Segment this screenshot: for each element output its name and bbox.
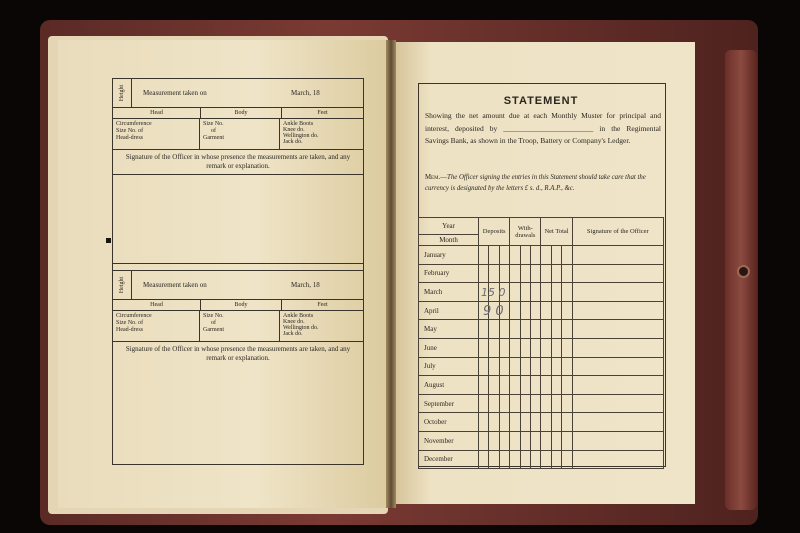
field-size-no: Size No. of xyxy=(116,320,144,326)
amount-cell xyxy=(510,394,520,413)
amount-cell xyxy=(551,246,561,265)
height-label: Height xyxy=(119,276,125,294)
amount-cell xyxy=(499,338,509,357)
amount-cell xyxy=(551,394,561,413)
amount-cell xyxy=(489,376,499,395)
column-head: Head xyxy=(113,108,201,118)
amount-cell xyxy=(551,301,561,320)
signature-cell xyxy=(572,357,663,376)
amount-cell xyxy=(499,320,509,339)
signature-cell xyxy=(572,413,663,432)
amount-cell xyxy=(520,301,530,320)
amount-cell xyxy=(562,413,572,432)
field-jack: Jack do. xyxy=(283,139,303,145)
month-cell: February xyxy=(419,264,479,283)
signature-cell xyxy=(572,338,663,357)
amount-cell xyxy=(551,376,561,395)
amount-cell xyxy=(499,394,509,413)
header-month: Month xyxy=(419,235,479,246)
measurement-form-2 xyxy=(112,270,364,465)
clasp-hole-icon xyxy=(737,265,750,278)
amount-cell xyxy=(541,394,551,413)
field-ankle-boots: Ankle Boots xyxy=(283,313,314,319)
amount-cell xyxy=(562,431,572,450)
amount-cell xyxy=(520,431,530,450)
amount-cell xyxy=(562,376,572,395)
handwritten-march: 15 0 xyxy=(481,286,506,299)
amount-cell xyxy=(551,338,561,357)
month-cell: September xyxy=(419,394,479,413)
signature-instructions: Signature of the Officer in whose presence the measurements are taken, and any remark or explanation. xyxy=(125,345,351,362)
amount-cell xyxy=(551,450,561,469)
amount-cell xyxy=(510,320,520,339)
height-label: Height xyxy=(119,84,125,102)
amount-cell xyxy=(499,413,509,432)
amount-cell xyxy=(541,357,551,376)
signature-cell xyxy=(572,246,663,265)
amount-cell xyxy=(520,264,530,283)
handwritten-april: 9 0 xyxy=(483,304,504,319)
field-knee: Knee do. xyxy=(283,127,305,133)
ledger-table xyxy=(418,217,664,469)
amount-cell xyxy=(510,357,520,376)
amount-cell xyxy=(479,320,489,339)
amount-cell xyxy=(479,264,489,283)
head-fields xyxy=(113,119,200,149)
ledger-row xyxy=(419,264,664,283)
month-cell: May xyxy=(419,320,479,339)
amount-cell xyxy=(562,301,572,320)
amount-cell xyxy=(551,320,561,339)
amount-cell xyxy=(489,264,499,283)
amount-cell xyxy=(562,264,572,283)
amount-cell xyxy=(551,283,561,302)
book-gutter xyxy=(386,40,396,508)
amount-cell xyxy=(562,450,572,469)
ledger-row xyxy=(419,376,664,395)
amount-cell xyxy=(510,376,520,395)
field-of: of xyxy=(211,128,216,134)
measurement-label: Measurement taken on xyxy=(143,89,207,97)
memo-label: Mem.— xyxy=(425,174,448,181)
amount-cell xyxy=(541,450,551,469)
amount-cell xyxy=(499,264,509,283)
ledger-row xyxy=(419,246,664,265)
statement-title: STATEMENT xyxy=(503,95,579,107)
amount-cell xyxy=(551,431,561,450)
column-feet: Feet xyxy=(317,110,328,116)
field-circumference: Circumference xyxy=(116,313,152,319)
measurement-date: March, 18 xyxy=(291,281,320,289)
memo-text: The Officer signing the entries in this Statement should take care that the currency is designated by the letters £ s. d., R.A.P., &c. xyxy=(425,174,646,192)
statement-memo xyxy=(425,172,661,194)
amount-cell xyxy=(562,338,572,357)
signature-cell xyxy=(572,283,663,302)
amount-cell xyxy=(562,394,572,413)
amount-cell xyxy=(510,301,520,320)
amount-cell xyxy=(520,338,530,357)
body-fields xyxy=(200,311,280,341)
amount-cell xyxy=(510,450,520,469)
amount-cell xyxy=(510,431,520,450)
amount-cell xyxy=(541,301,551,320)
column-feet: Feet xyxy=(317,302,328,308)
amount-cell xyxy=(531,450,541,469)
field-head-dress: Head-dress xyxy=(116,327,143,333)
header-signature: Signature of the Officer xyxy=(572,218,663,246)
field-garment: Garment xyxy=(203,135,224,141)
signature-cell xyxy=(572,431,663,450)
amount-cell xyxy=(479,394,489,413)
amount-cell xyxy=(489,357,499,376)
ledger-row xyxy=(419,338,664,357)
ledger-row xyxy=(419,431,664,450)
measurement-date: March, 18 xyxy=(291,89,320,97)
amount-cell xyxy=(520,357,530,376)
amount-cell xyxy=(531,283,541,302)
month-cell: July xyxy=(419,357,479,376)
amount-cell xyxy=(541,376,551,395)
field-ankle-boots: Ankle Boots xyxy=(283,121,314,127)
amount-cell xyxy=(541,264,551,283)
field-head-dress: Head-dress xyxy=(116,135,143,141)
amount-cell xyxy=(479,450,489,469)
field-wellington: Wellington do. xyxy=(283,133,319,139)
amount-cell xyxy=(541,431,551,450)
amount-cell xyxy=(520,450,530,469)
month-cell: January xyxy=(419,246,479,265)
signature-cell xyxy=(572,450,663,469)
amount-cell xyxy=(489,394,499,413)
ledger-row xyxy=(419,394,664,413)
signature-cell xyxy=(572,264,663,283)
amount-cell xyxy=(551,413,561,432)
amount-cell xyxy=(541,338,551,357)
amount-cell xyxy=(510,413,520,432)
amount-cell xyxy=(541,246,551,265)
signature-cell xyxy=(572,376,663,395)
month-cell: October xyxy=(419,413,479,432)
column-body: Body xyxy=(201,108,282,118)
amount-cell xyxy=(520,320,530,339)
amount-cell xyxy=(489,338,499,357)
amount-cell xyxy=(562,320,572,339)
amount-cell xyxy=(520,394,530,413)
amount-cell xyxy=(541,413,551,432)
field-jack: Jack do. xyxy=(283,331,303,337)
amount-cell xyxy=(562,283,572,302)
amount-cell xyxy=(479,431,489,450)
field-size-no: Size No. of xyxy=(116,128,144,134)
column-head: Head xyxy=(113,300,201,310)
amount-cell xyxy=(489,413,499,432)
amount-cell xyxy=(531,246,541,265)
amount-cell xyxy=(499,357,509,376)
header-withdrawals: With-drawals xyxy=(510,218,541,246)
head-fields xyxy=(113,311,200,341)
statement-description: Showing the net amount due at each Monthly Muster for principal and interest, deposited by ________________________ in the Regimental Savings Bank, as shown in the Troop, Battery or Company's Ledger. xyxy=(425,111,661,145)
amount-cell xyxy=(479,338,489,357)
amount-cell xyxy=(541,283,551,302)
field-wellington: Wellington do. xyxy=(283,325,319,331)
field-size-no-body: Size No. xyxy=(203,121,224,127)
amount-cell xyxy=(510,246,520,265)
amount-cell xyxy=(479,357,489,376)
ledger-row xyxy=(419,357,664,376)
ledger-row xyxy=(419,320,664,339)
amount-cell xyxy=(531,301,541,320)
month-cell: December xyxy=(419,450,479,469)
body-fields xyxy=(200,119,280,149)
signature-space xyxy=(113,175,363,264)
column-body: Body xyxy=(201,300,282,310)
header-year: Year xyxy=(419,218,479,235)
amount-cell xyxy=(531,376,541,395)
header-net-total: Net Total xyxy=(541,218,572,246)
amount-cell xyxy=(531,338,541,357)
month-cell: March xyxy=(419,283,479,302)
field-garment: Garment xyxy=(203,327,224,333)
ledger-row xyxy=(419,283,664,302)
amount-cell xyxy=(531,320,541,339)
field-knee: Knee do. xyxy=(283,319,305,325)
amount-cell xyxy=(531,394,541,413)
amount-cell xyxy=(531,431,541,450)
amount-cell xyxy=(499,450,509,469)
signature-instructions: Signature of the Officer in whose presence the measurements are taken, and any remark or explanation. xyxy=(113,150,363,175)
amount-cell xyxy=(499,376,509,395)
field-circumference: Circumference xyxy=(116,121,152,127)
amount-cell xyxy=(551,264,561,283)
signature-cell xyxy=(572,301,663,320)
amount-cell xyxy=(520,246,530,265)
amount-cell xyxy=(520,283,530,302)
book-clasp xyxy=(725,50,757,510)
amount-cell xyxy=(479,246,489,265)
signature-cell xyxy=(572,320,663,339)
amount-cell xyxy=(520,413,530,432)
amount-cell xyxy=(531,413,541,432)
amount-cell xyxy=(479,376,489,395)
amount-cell xyxy=(489,246,499,265)
amount-cell xyxy=(489,320,499,339)
month-cell: June xyxy=(419,338,479,357)
amount-cell xyxy=(531,264,541,283)
punch-mark xyxy=(106,238,111,243)
amount-cell xyxy=(489,431,499,450)
amount-cell xyxy=(489,450,499,469)
feet-fields xyxy=(280,311,363,341)
ledger-row xyxy=(419,450,664,469)
measurement-label: Measurement taken on xyxy=(143,281,207,289)
amount-cell xyxy=(499,431,509,450)
amount-cell xyxy=(520,376,530,395)
amount-cell xyxy=(541,320,551,339)
header-deposits: Deposits xyxy=(479,218,510,246)
field-of: of xyxy=(211,320,216,326)
amount-cell xyxy=(562,246,572,265)
amount-cell xyxy=(562,357,572,376)
field-size-no-body: Size No. xyxy=(203,313,224,319)
feet-fields xyxy=(280,119,363,149)
month-cell: April xyxy=(419,301,479,320)
amount-cell xyxy=(551,357,561,376)
amount-cell xyxy=(510,264,520,283)
month-cell: November xyxy=(419,431,479,450)
amount-cell xyxy=(479,413,489,432)
amount-cell xyxy=(499,246,509,265)
ledger-row xyxy=(419,301,664,320)
amount-cell xyxy=(510,338,520,357)
ledger-row xyxy=(419,413,664,432)
amount-cell xyxy=(531,357,541,376)
signature-cell xyxy=(572,394,663,413)
amount-cell xyxy=(510,283,520,302)
month-cell: August xyxy=(419,376,479,395)
